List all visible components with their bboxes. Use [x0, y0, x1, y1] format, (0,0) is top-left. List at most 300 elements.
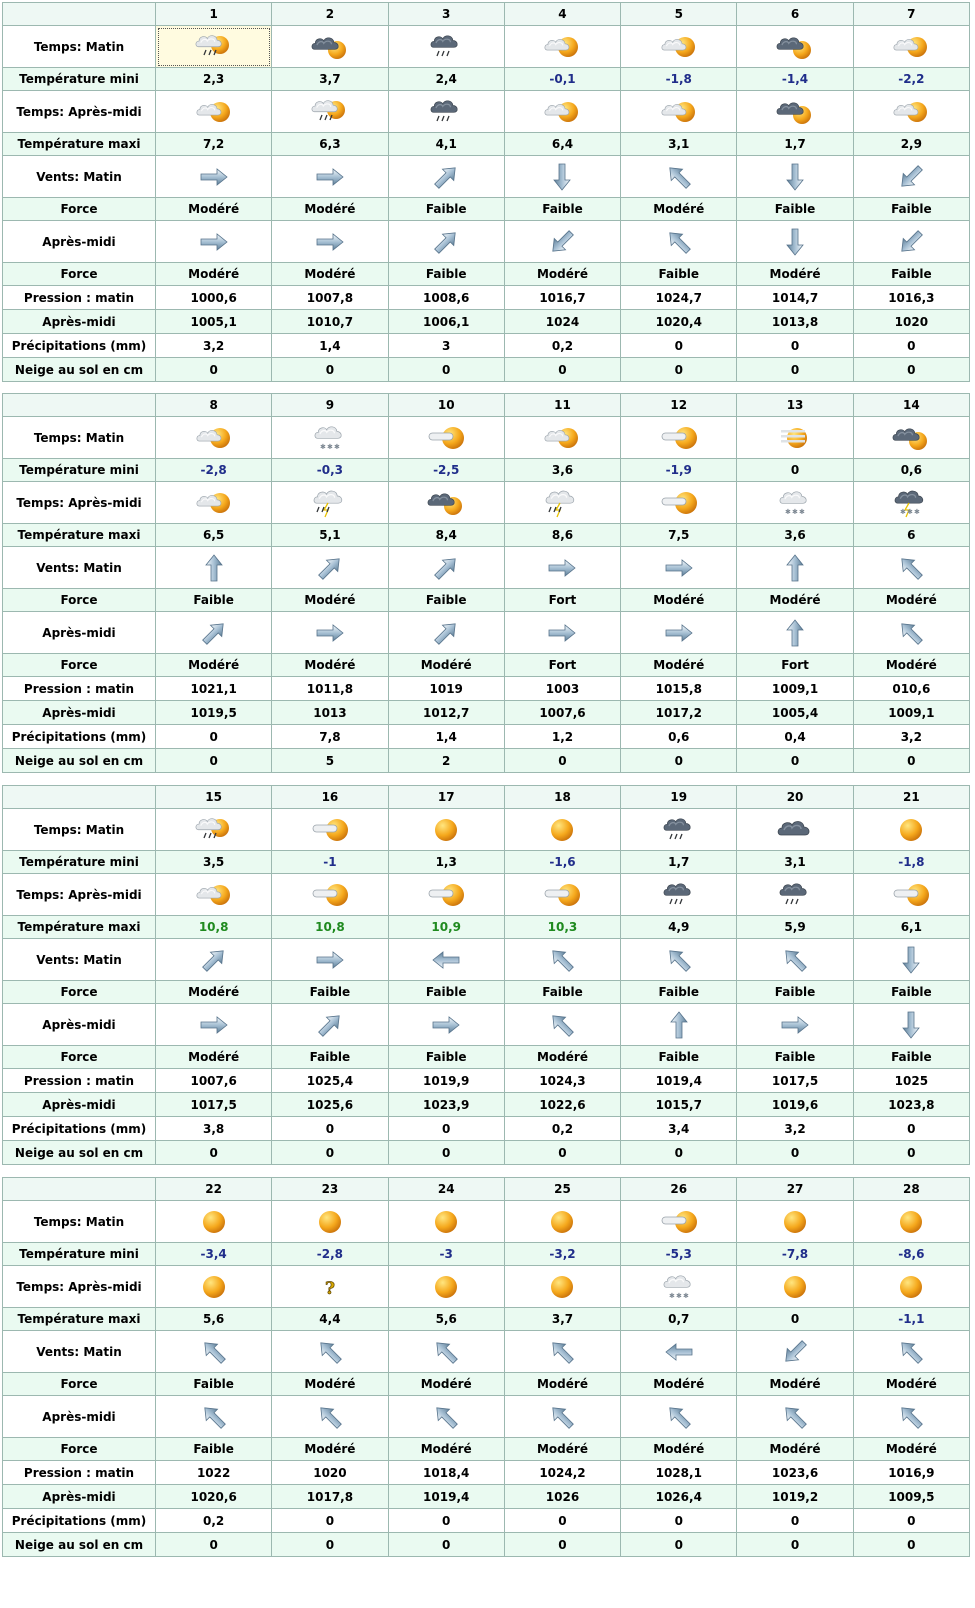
- row-label: Température mini: [3, 851, 156, 874]
- force-morning-value: Fort: [504, 589, 620, 612]
- pressure-afternoon-value: 1017,5: [156, 1093, 272, 1117]
- pressure-morning-value: 1025,4: [272, 1069, 388, 1093]
- pressure-afternoon-value: 1019,4: [388, 1485, 504, 1509]
- svg-text:✱: ✱: [914, 507, 921, 516]
- row-snow: [3, 358, 970, 382]
- row-label: Force: [3, 1046, 156, 1069]
- day-number: 10: [388, 394, 504, 417]
- row-label: Temps: Après-midi: [3, 1266, 156, 1308]
- precip-value: 0: [272, 1117, 388, 1141]
- cloud-sun-dark-icon: [737, 91, 853, 133]
- sun-icon: [388, 1266, 504, 1308]
- wind-arrow-icon: [621, 1396, 737, 1438]
- cloud-sun-icon: [853, 91, 969, 133]
- temp-max-value: 3,7: [504, 1308, 620, 1331]
- temp-min-value: 3,6: [504, 459, 620, 482]
- wind-arrow-icon: [504, 612, 620, 654]
- row-temp-min: [3, 851, 970, 874]
- svg-text:✱: ✱: [333, 442, 340, 451]
- pressure-afternoon-value: 1015,7: [621, 1093, 737, 1117]
- day-number: 9: [272, 394, 388, 417]
- temp-min-value: -3,4: [156, 1243, 272, 1266]
- wind-arrow-icon: [853, 1396, 969, 1438]
- pressure-afternoon-value: 1007,6: [504, 701, 620, 725]
- snow-value: 0: [388, 1533, 504, 1557]
- wind-arrow-icon: [621, 547, 737, 589]
- precip-value: 0: [621, 1509, 737, 1533]
- row-label: Température mini: [3, 68, 156, 91]
- day-number: 14: [853, 394, 969, 417]
- row-snow: [3, 1141, 970, 1165]
- temp-max-value: 10,9: [388, 916, 504, 939]
- force-morning-value: Faible: [156, 1373, 272, 1396]
- temp-max-value: 6,5: [156, 524, 272, 547]
- row-weather-morning: [3, 26, 970, 68]
- snow-value: 0: [853, 1533, 969, 1557]
- row-label: Temps: Matin: [3, 417, 156, 459]
- row-pressure-afternoon: [3, 310, 970, 334]
- pressure-morning-value: 1009,1: [737, 677, 853, 701]
- row-label: Temps: Après-midi: [3, 91, 156, 133]
- force-morning-value: Faible: [272, 981, 388, 1004]
- temp-max-value: 6,4: [504, 133, 620, 156]
- pressure-morning-value: 1025: [853, 1069, 969, 1093]
- temp-max-value: 5,9: [737, 916, 853, 939]
- wind-arrow-icon: [156, 1004, 272, 1046]
- force-afternoon-value: Modéré: [504, 1438, 620, 1461]
- pressure-afternoon-value: 1020,6: [156, 1485, 272, 1509]
- sun-icon: [388, 809, 504, 851]
- wind-arrow-icon: [504, 1331, 620, 1373]
- precip-value: 0,4: [737, 725, 853, 749]
- temp-max-value: 2,9: [853, 133, 969, 156]
- cloud-sun-icon: [504, 417, 620, 459]
- pressure-afternoon-value: 1024: [504, 310, 620, 334]
- snow-value: 0: [853, 358, 969, 382]
- day-number: 12: [621, 394, 737, 417]
- row-label: Après-midi: [3, 1485, 156, 1509]
- day-number: 11: [504, 394, 620, 417]
- force-afternoon-value: Faible: [737, 1046, 853, 1069]
- precip-value: 1,4: [272, 334, 388, 358]
- day-number: 22: [156, 1178, 272, 1201]
- force-morning-value: Modéré: [156, 981, 272, 1004]
- temp-min-value: -3,2: [504, 1243, 620, 1266]
- row-weather-afternoon: [3, 91, 970, 133]
- temp-min-value: 2,4: [388, 68, 504, 91]
- svg-text:?: ?: [324, 1278, 335, 1299]
- row-label: Temps: Après-midi: [3, 482, 156, 524]
- force-morning-value: Modéré: [737, 589, 853, 612]
- row-pressure-morning: [3, 1461, 970, 1485]
- wind-arrow-icon: [853, 1331, 969, 1373]
- pressure-morning-value: 1007,6: [156, 1069, 272, 1093]
- snow-value: 0: [621, 1533, 737, 1557]
- cloud-rain-icon: [388, 91, 504, 133]
- force-afternoon-value: Faible: [156, 1438, 272, 1461]
- precip-value: 3: [388, 334, 504, 358]
- row-label: Neige au sol en cm: [3, 749, 156, 773]
- row-snow: [3, 1533, 970, 1557]
- wind-arrow-icon: [853, 547, 969, 589]
- temp-max-value: 4,9: [621, 916, 737, 939]
- snow-value: 0: [156, 1141, 272, 1165]
- day-number: 16: [272, 786, 388, 809]
- snow-value: 0: [388, 358, 504, 382]
- temp-max-value: 7,2: [156, 133, 272, 156]
- snow-value: 0: [621, 1141, 737, 1165]
- temp-max-value: 8,6: [504, 524, 620, 547]
- snow-value: 0: [737, 1533, 853, 1557]
- force-afternoon-value: Modéré: [853, 1438, 969, 1461]
- snow-value: 0: [272, 358, 388, 382]
- row-days: [3, 394, 970, 417]
- row-weather-morning: [3, 417, 970, 459]
- cloud-sun-icon: [156, 482, 272, 524]
- force-afternoon-value: Modéré: [737, 263, 853, 286]
- sun-cloud-rain-icon: [272, 91, 388, 133]
- precip-value: 0,6: [621, 725, 737, 749]
- snow-cloud-icon: [621, 1266, 737, 1308]
- row-days: [3, 3, 970, 26]
- pressure-morning-value: 1020: [272, 1461, 388, 1485]
- row-label: Vents: Matin: [3, 1331, 156, 1373]
- pressure-morning-value: 1000,6: [156, 286, 272, 310]
- row-label: Vents: Matin: [3, 156, 156, 198]
- wind-arrow-icon: [156, 1331, 272, 1373]
- row-label: Force: [3, 1373, 156, 1396]
- temp-min-value: 3,5: [156, 851, 272, 874]
- force-morning-value: Faible: [853, 981, 969, 1004]
- force-afternoon-value: Modéré: [621, 1438, 737, 1461]
- svg-text:✱: ✱: [799, 507, 805, 516]
- cloud-sun-icon: [156, 91, 272, 133]
- pressure-afternoon-value: 1020,4: [621, 310, 737, 334]
- temp-max-value: 4,1: [388, 133, 504, 156]
- snow-value: 0: [156, 1533, 272, 1557]
- storm-rain-icon: [504, 482, 620, 524]
- wind-arrow-icon: [272, 612, 388, 654]
- force-afternoon-value: Faible: [621, 263, 737, 286]
- force-afternoon-value: Modéré: [156, 654, 272, 677]
- row-force-afternoon: [3, 654, 970, 677]
- temp-min-value: 2,3: [156, 68, 272, 91]
- wind-arrow-icon: [853, 612, 969, 654]
- row-label: Après-midi: [3, 1396, 156, 1438]
- temp-min-value: -2,8: [272, 1243, 388, 1266]
- wind-arrow-icon: [272, 1396, 388, 1438]
- temp-max-value: 10,3: [504, 916, 620, 939]
- row-label: Neige au sol en cm: [3, 1141, 156, 1165]
- row-label: Après-midi: [3, 221, 156, 263]
- force-afternoon-value: Modéré: [621, 654, 737, 677]
- row-label: Temps: Matin: [3, 26, 156, 68]
- row-label: Force: [3, 654, 156, 677]
- temp-max-value: 5,6: [388, 1308, 504, 1331]
- pressure-afternoon-value: 1026,4: [621, 1485, 737, 1509]
- row-wind-afternoon: [3, 221, 970, 263]
- precip-value: 0: [737, 1509, 853, 1533]
- row-days: [3, 786, 970, 809]
- temp-max-value: 0: [737, 1308, 853, 1331]
- precip-value: 7,8: [272, 725, 388, 749]
- day-number: 21: [853, 786, 969, 809]
- wind-arrow-icon: [272, 221, 388, 263]
- wind-arrow-icon: [504, 1396, 620, 1438]
- force-afternoon-value: Fort: [737, 654, 853, 677]
- pressure-afternoon-value: 1023,9: [388, 1093, 504, 1117]
- precip-value: 0: [272, 1509, 388, 1533]
- temp-min-value: -5,3: [621, 1243, 737, 1266]
- pressure-morning-value: 1007,8: [272, 286, 388, 310]
- row-temp-max: [3, 916, 970, 939]
- row-precip: [3, 334, 970, 358]
- snow-value: 0: [504, 1141, 620, 1165]
- wind-arrow-icon: [504, 547, 620, 589]
- force-morning-value: Faible: [156, 589, 272, 612]
- sun-cloud-rain-icon: [156, 809, 272, 851]
- week-table: [2, 785, 970, 1165]
- wind-arrow-icon: [388, 547, 504, 589]
- cloud-rain-icon: [621, 809, 737, 851]
- temp-min-value: -1,6: [504, 851, 620, 874]
- pressure-morning-value: 1017,5: [737, 1069, 853, 1093]
- temp-max-value: 3,1: [621, 133, 737, 156]
- temp-min-value: -3: [388, 1243, 504, 1266]
- snow-cloud-icon: [737, 482, 853, 524]
- precip-value: 0: [737, 334, 853, 358]
- sun-icon: [737, 1201, 853, 1243]
- pressure-morning-value: 1019: [388, 677, 504, 701]
- temp-min-value: -1,4: [737, 68, 853, 91]
- day-number: 27: [737, 1178, 853, 1201]
- row-label: Pression : matin: [3, 1461, 156, 1485]
- svg-text:✱: ✱: [792, 507, 798, 516]
- sun-cloud-band-icon: [388, 417, 504, 459]
- row-weather-morning: [3, 1201, 970, 1243]
- wind-arrow-icon: [737, 547, 853, 589]
- sun-icon: [853, 1201, 969, 1243]
- force-morning-value: Modéré: [621, 589, 737, 612]
- snow-value: 0: [853, 749, 969, 773]
- wind-arrow-icon: [737, 1331, 853, 1373]
- svg-text:✱: ✱: [319, 442, 326, 451]
- pressure-afternoon-value: 1019,2: [737, 1485, 853, 1509]
- row-wind-afternoon: [3, 612, 970, 654]
- sun-icon: [504, 809, 620, 851]
- force-morning-value: Modéré: [853, 589, 969, 612]
- row-force-morning: [3, 589, 970, 612]
- wind-arrow-icon: [853, 156, 969, 198]
- force-morning-value: Modéré: [388, 1373, 504, 1396]
- force-morning-value: Faible: [388, 589, 504, 612]
- precip-value: 0: [156, 725, 272, 749]
- temp-max-value: -1,1: [853, 1308, 969, 1331]
- temp-max-value: 1,7: [737, 133, 853, 156]
- force-afternoon-value: Modéré: [737, 1438, 853, 1461]
- row-weather-afternoon: [3, 1266, 970, 1308]
- row-wind-morning: [3, 939, 970, 981]
- force-afternoon-value: Modéré: [272, 263, 388, 286]
- cloud-sun-dark-icon: [737, 26, 853, 68]
- row-label: Précipitations (mm): [3, 1117, 156, 1141]
- wind-arrow-icon: [388, 939, 504, 981]
- force-afternoon-value: Modéré: [388, 1438, 504, 1461]
- week-table: [2, 2, 970, 382]
- row-label: Précipitations (mm): [3, 1509, 156, 1533]
- day-number: 6: [737, 3, 853, 26]
- pressure-afternoon-value: 1022,6: [504, 1093, 620, 1117]
- snow-value: 0: [737, 1141, 853, 1165]
- wind-arrow-icon: [156, 1396, 272, 1438]
- wind-arrow-icon: [504, 221, 620, 263]
- corner-cell: [3, 1178, 156, 1201]
- cloud-sun-dark-icon: [853, 417, 969, 459]
- pressure-morning-value: 1014,7: [737, 286, 853, 310]
- force-morning-value: Modéré: [621, 1373, 737, 1396]
- sun-cloud-band-icon: [621, 1201, 737, 1243]
- pressure-afternoon-value: 1009,1: [853, 701, 969, 725]
- cloud-sun-icon: [621, 91, 737, 133]
- day-number: 19: [621, 786, 737, 809]
- sun-cloud-band-icon: [272, 874, 388, 916]
- day-number: 7: [853, 3, 969, 26]
- snow-value: 0: [504, 749, 620, 773]
- row-label: Neige au sol en cm: [3, 1533, 156, 1557]
- temp-min-value: 1,7: [621, 851, 737, 874]
- day-number: 24: [388, 1178, 504, 1201]
- snow-value: 0: [504, 358, 620, 382]
- day-number: 4: [504, 3, 620, 26]
- cloud-rain-icon: [737, 874, 853, 916]
- temp-min-value: -1,8: [853, 851, 969, 874]
- row-label: Temps: Matin: [3, 809, 156, 851]
- svg-text:✱: ✱: [900, 507, 907, 516]
- precip-value: 1,4: [388, 725, 504, 749]
- force-afternoon-value: Faible: [388, 1046, 504, 1069]
- cloud-sun-icon: [156, 874, 272, 916]
- pressure-morning-value: 1022: [156, 1461, 272, 1485]
- temp-max-value: 5,1: [272, 524, 388, 547]
- temp-max-value: 10,8: [272, 916, 388, 939]
- storm-rain-icon: [272, 482, 388, 524]
- row-weather-morning: [3, 809, 970, 851]
- row-label: Après-midi: [3, 1093, 156, 1117]
- svg-text:✱: ✱: [675, 1291, 682, 1300]
- precip-value: 0: [388, 1117, 504, 1141]
- cloud-sun-icon: [621, 26, 737, 68]
- pressure-afternoon-value: 1006,1: [388, 310, 504, 334]
- wind-arrow-icon: [272, 547, 388, 589]
- row-precip: [3, 725, 970, 749]
- wind-arrow-icon: [737, 939, 853, 981]
- precip-value: 0: [621, 334, 737, 358]
- temp-min-value: -1,8: [621, 68, 737, 91]
- pressure-morning-value: 1003: [504, 677, 620, 701]
- precip-value: 3,4: [621, 1117, 737, 1141]
- pressure-afternoon-value: 1026: [504, 1485, 620, 1509]
- snow-value: 0: [737, 749, 853, 773]
- row-label: Température maxi: [3, 916, 156, 939]
- row-label: Température maxi: [3, 1308, 156, 1331]
- day-number: 26: [621, 1178, 737, 1201]
- temp-max-value: 6,1: [853, 916, 969, 939]
- sun-cloud-band-icon: [853, 874, 969, 916]
- day-number: 18: [504, 786, 620, 809]
- wind-arrow-icon: [621, 612, 737, 654]
- sun-cloud-rain-icon: [156, 26, 272, 68]
- wind-arrow-icon: [853, 1004, 969, 1046]
- sun-cloud-band-icon: [388, 874, 504, 916]
- pressure-morning-value: 1018,4: [388, 1461, 504, 1485]
- force-afternoon-value: Modéré: [504, 263, 620, 286]
- force-afternoon-value: Faible: [853, 1046, 969, 1069]
- temp-max-value: 8,4: [388, 524, 504, 547]
- row-label: Force: [3, 981, 156, 1004]
- wind-arrow-icon: [388, 1396, 504, 1438]
- wind-arrow-icon: [737, 612, 853, 654]
- pressure-afternoon-value: 1005,1: [156, 310, 272, 334]
- sun-icon: [272, 1201, 388, 1243]
- force-morning-value: Modéré: [621, 198, 737, 221]
- wind-arrow-icon: [737, 1396, 853, 1438]
- cloud-sun-icon: [504, 26, 620, 68]
- snow-cloud-icon: [272, 417, 388, 459]
- temp-max-value: 3,6: [737, 524, 853, 547]
- precip-value: 0: [504, 1509, 620, 1533]
- sun-icon: [388, 1201, 504, 1243]
- row-label: Température mini: [3, 1243, 156, 1266]
- row-label: Après-midi: [3, 310, 156, 334]
- pressure-afternoon-value: 1010,7: [272, 310, 388, 334]
- sun-cloud-band-icon: [621, 417, 737, 459]
- sun-cloud-band-icon: [621, 482, 737, 524]
- svg-text:✱: ✱: [785, 507, 791, 516]
- row-label: Force: [3, 1438, 156, 1461]
- sun-cloud-band-icon: [272, 809, 388, 851]
- temp-max-value: 4,4: [272, 1308, 388, 1331]
- precip-value: 0: [388, 1509, 504, 1533]
- row-label: Force: [3, 589, 156, 612]
- temp-max-value: 5,6: [156, 1308, 272, 1331]
- pressure-afternoon-value: 1017,2: [621, 701, 737, 725]
- force-afternoon-value: Modéré: [272, 654, 388, 677]
- row-pressure-afternoon: [3, 1485, 970, 1509]
- row-wind-afternoon: [3, 1396, 970, 1438]
- wind-arrow-icon: [853, 939, 969, 981]
- temp-max-value: 10,8: [156, 916, 272, 939]
- row-force-morning: [3, 1373, 970, 1396]
- row-weather-afternoon: [3, 482, 970, 524]
- pressure-morning-value: 1024,7: [621, 286, 737, 310]
- row-force-afternoon: [3, 1046, 970, 1069]
- sun-icon: [156, 1201, 272, 1243]
- row-label: Force: [3, 263, 156, 286]
- temp-min-value: -7,8: [737, 1243, 853, 1266]
- temp-min-value: -0,3: [272, 459, 388, 482]
- day-number: 25: [504, 1178, 620, 1201]
- row-snow: [3, 749, 970, 773]
- row-temp-max: [3, 524, 970, 547]
- force-afternoon-value: Modéré: [388, 654, 504, 677]
- pressure-morning-value: 1019,4: [621, 1069, 737, 1093]
- precip-value: 1,2: [504, 725, 620, 749]
- pressure-morning-value: 1023,6: [737, 1461, 853, 1485]
- day-number: 13: [737, 394, 853, 417]
- wind-arrow-icon: [621, 221, 737, 263]
- pressure-morning-value: 1028,1: [621, 1461, 737, 1485]
- pressure-morning-value: 1024,2: [504, 1461, 620, 1485]
